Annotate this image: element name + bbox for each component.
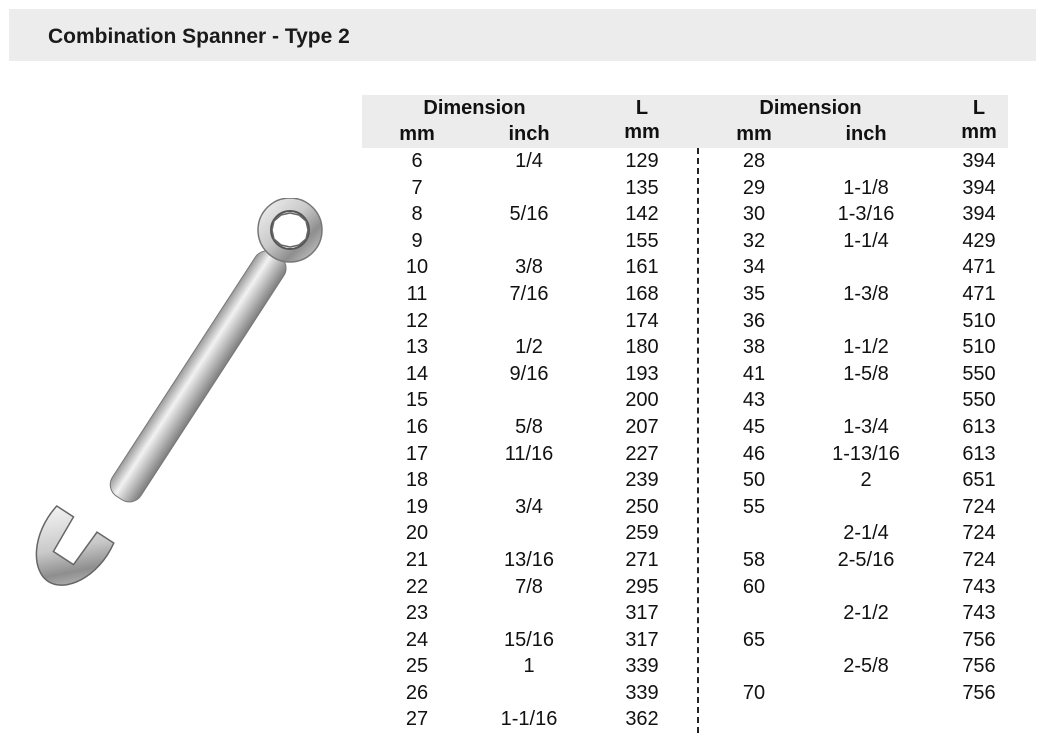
table-row (362, 706, 1008, 733)
table-row (362, 600, 1008, 627)
header-mm-left: mm (399, 123, 435, 145)
cell-inch-left: 1-1/16 (500, 708, 558, 731)
cell-inch-left: 5/16 (509, 203, 549, 226)
cell-length-left: 339 (625, 681, 659, 704)
combination-wrench-icon (28, 198, 358, 603)
cell-length-right: 743 (962, 575, 996, 598)
cell-inch-right: 1-1/4 (843, 229, 889, 252)
cell-length-left: 339 (625, 655, 659, 678)
cell-mm-right: 30 (742, 203, 766, 226)
cell-mm-right (719, 520, 789, 547)
cell-length-left: 155 (625, 229, 659, 252)
cell-length-left: 317 (625, 628, 659, 651)
table-row (362, 175, 1008, 202)
cell-mm-left: 26 (405, 681, 429, 704)
cell-inch-right (824, 308, 908, 335)
cell-inch-right (824, 680, 908, 707)
cell-mm-right: 36 (742, 309, 766, 332)
cell-inch-right: 1-5/8 (843, 362, 889, 385)
cell-inch-left: 7/8 (515, 575, 543, 598)
table-row (362, 653, 1008, 680)
cell-length-left: 174 (625, 309, 659, 332)
cell-length-left: 239 (625, 469, 659, 492)
cell-mm-right: 58 (742, 548, 766, 571)
cell-length-left: 200 (625, 389, 659, 412)
cell-inch-left: 15/16 (503, 628, 555, 651)
cell-inch-left: 3/4 (515, 495, 543, 518)
cell-inch-right (824, 574, 908, 601)
header-inch-left: inch (508, 123, 550, 145)
cell-inch-left (487, 308, 571, 335)
cell-length-left: 250 (625, 495, 659, 518)
cell-inch-right: 2 (860, 469, 872, 492)
cell-length-right: 743 (962, 602, 996, 625)
cell-length-right: 510 (962, 336, 996, 359)
cell-inch-left: 13/16 (503, 548, 555, 571)
cell-inch-left (487, 600, 571, 627)
cell-inch-left (487, 175, 571, 202)
cell-inch-right: 2-5/16 (837, 548, 895, 571)
table-row (362, 308, 1008, 335)
header-dimension-left: Dimension (423, 97, 526, 119)
cell-mm-left: 8 (411, 203, 423, 226)
cell-length-right: 756 (962, 655, 996, 678)
table-row (362, 414, 1008, 441)
cell-inch-right: 1-1/2 (843, 336, 889, 359)
cell-inch-right: 1-1/8 (843, 176, 889, 199)
table-row (362, 574, 1008, 601)
cell-inch-left: 9/16 (509, 362, 549, 385)
table-row (362, 148, 1008, 175)
cell-mm-right: 70 (742, 681, 766, 704)
cell-length-right: 394 (962, 176, 996, 199)
cell-mm-right: 28 (742, 150, 766, 172)
table-row (362, 281, 1008, 308)
cell-mm-left: 11 (406, 282, 428, 305)
cell-mm-left: 24 (405, 628, 429, 651)
header-mm-right: mm (736, 123, 772, 145)
cell-mm-right: 46 (742, 442, 766, 465)
cell-length-left: 259 (625, 522, 659, 545)
cell-inch-left (487, 228, 571, 255)
cell-inch-left: 7/16 (509, 282, 549, 305)
cell-mm-left: 22 (405, 575, 429, 598)
cell-inch-right: 1-13/16 (832, 442, 900, 465)
cell-inch-left: 1 (523, 655, 535, 678)
cell-inch-right (824, 387, 908, 414)
table-row (362, 228, 1008, 255)
cell-length-right: 510 (962, 309, 996, 332)
table-row (362, 254, 1008, 281)
table-row (362, 627, 1008, 654)
cell-inch-right (824, 148, 908, 175)
cell-length-right: 471 (962, 282, 996, 305)
cell-inch-left (487, 520, 571, 547)
cell-mm-right: 60 (742, 575, 766, 598)
cell-mm-right: 55 (742, 495, 766, 518)
table-row (362, 334, 1008, 361)
cell-mm-left: 23 (405, 602, 429, 625)
table-row (362, 494, 1008, 521)
cell-length-right: 471 (962, 256, 996, 279)
cell-length-right (944, 706, 1014, 733)
table-body (362, 148, 1008, 733)
cell-mm-right: 41 (742, 362, 766, 385)
header-l-left: L (635, 97, 649, 119)
cell-length-right: 756 (962, 628, 996, 651)
cell-mm-left: 9 (411, 229, 423, 252)
cell-mm-right: 65 (742, 628, 766, 651)
table-row (362, 547, 1008, 574)
header-lmm-right: mm (961, 121, 997, 143)
cell-mm-left: 14 (405, 362, 429, 385)
cell-inch-left: 3/8 (515, 256, 543, 279)
cell-mm-left: 13 (405, 336, 429, 359)
table-row (362, 361, 1008, 388)
table-row (362, 520, 1008, 547)
page-title: Combination Spanner - Type 2 (48, 25, 350, 48)
cell-length-left: 180 (625, 336, 659, 359)
cell-mm-left: 19 (405, 495, 429, 518)
cell-length-left: 227 (625, 442, 659, 465)
header-inch-right: inch (845, 123, 887, 145)
cell-mm-right (719, 600, 789, 627)
cell-inch-right (824, 254, 908, 281)
cell-mm-right: 29 (742, 176, 766, 199)
cell-mm-right: 38 (742, 336, 766, 359)
cell-length-right: 724 (962, 495, 996, 518)
cell-mm-left: 27 (405, 708, 429, 731)
cell-inch-right (824, 494, 908, 521)
cell-mm-right (719, 653, 789, 680)
cell-mm-left: 7 (411, 176, 423, 199)
header-l-right: L (972, 97, 986, 119)
cell-inch-right: 1-3/8 (843, 282, 889, 305)
cell-inch-left (487, 467, 571, 494)
cell-length-right: 613 (962, 442, 996, 465)
table-row (362, 387, 1008, 414)
cell-length-right: 429 (962, 229, 996, 252)
cell-mm-right: 45 (742, 415, 766, 438)
cell-mm-left: 25 (405, 655, 429, 678)
cell-length-right: 550 (962, 389, 996, 412)
cell-inch-right: 1-3/16 (837, 203, 895, 226)
cell-mm-right: 50 (742, 469, 766, 492)
cell-inch-right (824, 627, 908, 654)
table-row (362, 441, 1008, 468)
cell-length-left: 142 (625, 203, 659, 226)
cell-length-right: 756 (962, 681, 996, 704)
cell-mm-right: 32 (742, 229, 766, 252)
cell-length-left: 168 (625, 282, 659, 305)
cell-length-right: 550 (962, 362, 996, 385)
cell-length-left: 135 (625, 176, 659, 199)
cell-mm-left: 21 (405, 548, 429, 571)
cell-length-right: 394 (962, 203, 996, 226)
cell-length-left: 317 (625, 602, 659, 625)
table-row (362, 680, 1008, 707)
cell-mm-right: 34 (742, 256, 766, 279)
cell-length-left: 193 (625, 362, 659, 385)
cell-length-right: 394 (962, 150, 996, 172)
cell-mm-left: 10 (405, 256, 429, 279)
cell-inch-left (487, 387, 571, 414)
cell-length-right: 724 (962, 548, 996, 571)
cell-length-left: 271 (625, 548, 659, 571)
cell-mm-right: 35 (742, 282, 766, 305)
cell-mm-right: 43 (742, 389, 766, 412)
cell-inch-left (487, 680, 571, 707)
header-dimension-right: Dimension (759, 97, 862, 119)
cell-inch-right: 2-5/8 (843, 655, 889, 678)
cell-mm-left: 17 (405, 442, 429, 465)
cell-mm-left: 20 (405, 522, 429, 545)
cell-inch-left: 1/2 (515, 336, 543, 359)
cell-length-left: 362 (625, 708, 659, 731)
cell-length-right: 651 (962, 469, 996, 492)
cell-mm-left: 16 (405, 415, 429, 438)
cell-length-left: 129 (625, 150, 659, 172)
cell-length-left: 295 (625, 575, 659, 598)
cell-length-left: 207 (625, 415, 659, 438)
cell-mm-left: 12 (405, 309, 429, 332)
cell-mm-left: 6 (411, 150, 423, 172)
cell-length-right: 724 (962, 522, 996, 545)
header-lmm-left: mm (624, 121, 660, 143)
cell-inch-left: 1/4 (515, 150, 543, 172)
cell-mm-left: 15 (405, 389, 429, 412)
cell-mm-right (719, 706, 789, 733)
size-table (362, 95, 1008, 735)
cell-inch-left: 11/16 (504, 442, 554, 465)
cell-inch-right (824, 706, 908, 733)
cell-length-left: 161 (625, 256, 659, 279)
cell-length-right: 613 (962, 415, 996, 438)
cell-inch-right: 2-1/2 (843, 602, 889, 625)
cell-mm-left: 18 (405, 469, 429, 492)
cell-inch-left: 5/8 (515, 415, 543, 438)
cell-inch-right: 1-3/4 (843, 415, 889, 438)
title-bar (9, 9, 1036, 61)
table-row (362, 467, 1008, 494)
cell-inch-right: 2-1/4 (843, 522, 889, 545)
table-row (362, 201, 1008, 228)
